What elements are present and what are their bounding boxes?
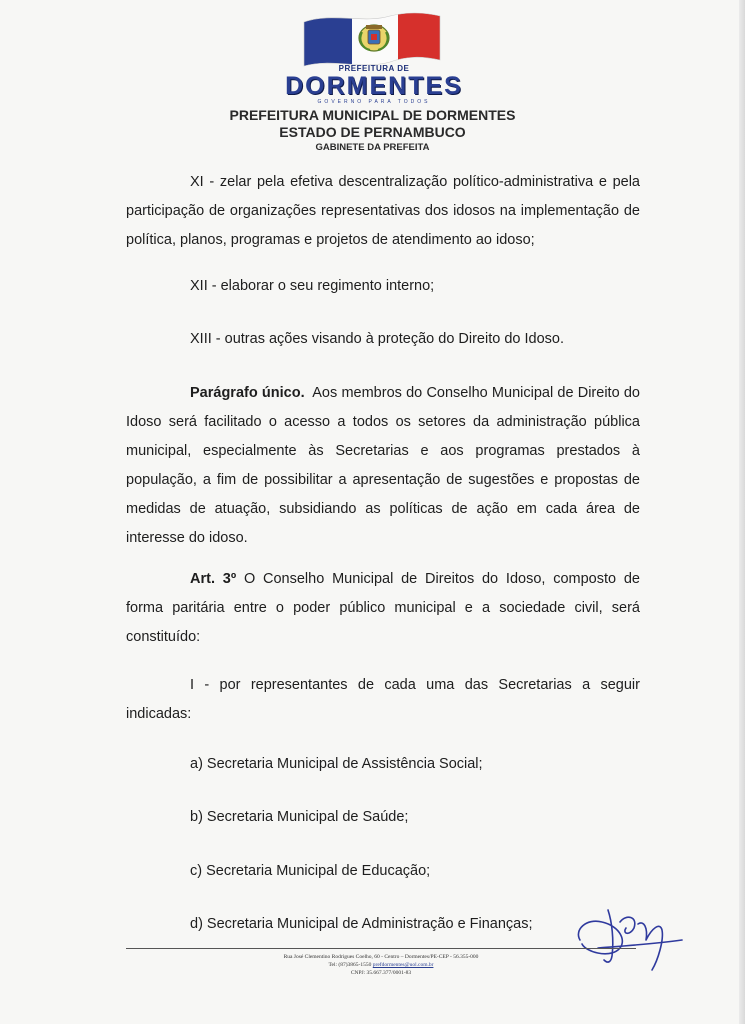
clause-xii: XII - elaborar o seu regimento interno; <box>190 278 435 294</box>
clause-xi-text: XI - zelar pela efetiva descentralização político-administrativa e pela participação de organizações representativas dos idosos na implementação de política, planos, programas e projetos de atendimento ao idoso; <box>126 174 640 248</box>
item-i <box>126 671 640 729</box>
footer-address: Rua José Clementino Rodrigues Coelho, 60 - Centro – Dormentes/PE-CEP - 56.355-000 <box>283 954 479 960</box>
footer-rule <box>126 948 636 949</box>
paragrafo-text: Aos membros do Conselho Municipal de Direito do Idoso será facilitado o acesso a todos os setores da administração pública municipal, especialmente às Secretarias e aos programas prestados à população, a fim de possibilitar a apresentação de sugestões e propostas de medidas de atuação, subsidiando as políticas de ação em cada área de interesse do idoso. <box>126 385 640 546</box>
logo-caption <box>282 64 466 105</box>
page-edge <box>739 0 745 1024</box>
footer-cnpj: CNPJ: 35.667.377/0001-83 <box>350 970 412 976</box>
item-d: d) Secretaria Municipal de Administração e Finanças; <box>190 916 533 932</box>
header-state: ESTADO DE PERNAMBUCO <box>279 124 466 140</box>
logo-name-text: DORMENTES <box>285 72 463 100</box>
footer-contact <box>126 962 636 969</box>
flag-icon <box>282 10 466 70</box>
clause-xi <box>126 168 640 255</box>
item-a: a) Secretaria Municipal de Assistência Social; <box>190 756 483 772</box>
logo-tagline: GOVERNO PARA TODOS <box>317 99 431 105</box>
header-office: GABINETE DA PREFEITA <box>315 142 430 153</box>
article-3-label: Art. 3º <box>190 571 237 587</box>
paragrafo-label: Parágrafo único. <box>190 385 305 401</box>
footer-email-link[interactable]: prefdormentes@uol.com.br <box>372 962 434 968</box>
article-3 <box>126 565 640 652</box>
item-b: b) Secretaria Municipal de Saúde; <box>190 809 409 825</box>
item-i-text: I - por representantes de cada uma das Secretarias a seguir indicadas: <box>126 677 640 722</box>
footer-phone: Tel: (87)3865-1550 <box>328 962 372 968</box>
paragrafo-unico <box>126 379 640 553</box>
item-c: c) Secretaria Municipal de Educação; <box>190 863 431 879</box>
clause-xiii: XIII - outras ações visando à proteção do Direito do Idoso. <box>190 331 564 347</box>
logo-top-text: PREFEITURA DE <box>338 64 410 73</box>
header-title: PREFEITURA MUNICIPAL DE DORMENTES <box>229 107 516 123</box>
article-3-text: O Conselho Municipal de Direitos do Idoso, composto de forma paritária entre o poder público municipal e a sociedade civil, será constituído: <box>126 571 640 645</box>
